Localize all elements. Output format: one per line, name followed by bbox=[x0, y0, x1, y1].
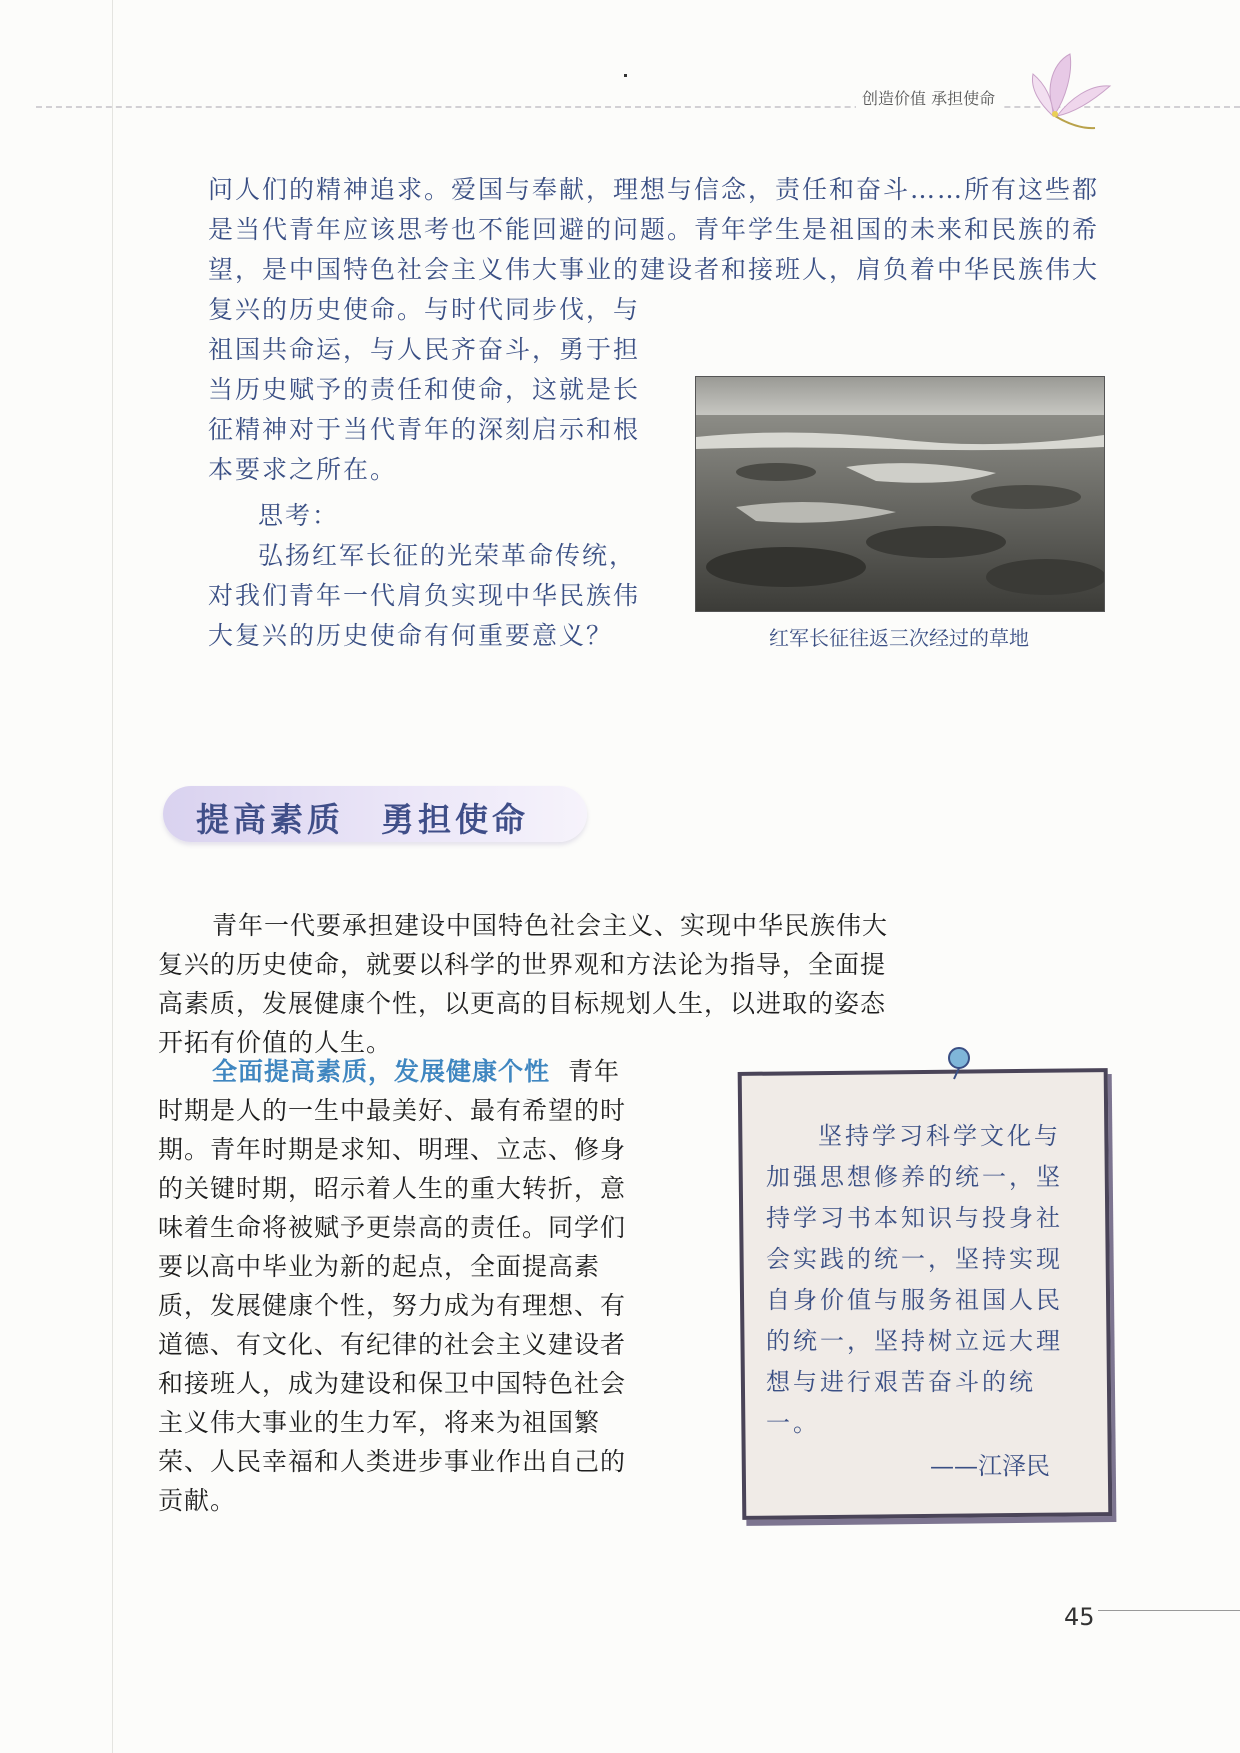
print-mark bbox=[624, 74, 627, 77]
think-label: 思考： bbox=[258, 501, 340, 530]
footer-rule bbox=[1098, 1610, 1240, 1611]
photo-caption: 红军长征往返三次经过的草地 bbox=[769, 626, 1029, 650]
intro-paragraph-top: 问人们的精神追求。爱国与奉献，理想与信念，责任和奋斗……所有这些都是当代青年应该思考也不能回避的问题。青年学生是祖国的未来和民族的希望，是中国特色社会主义伟大事业的建设者和接班人，肩负着中华民族伟大 bbox=[208, 175, 1100, 284]
quality-body: 青年时期是人的一生中最美好、最有希望的时期。青年时期是求知、明理、立志、修身的关键时期，昭示着人生的重大转折，意味着生命将被赋予更崇高的责任。同学们要以高中毕业为新的起点，全面提高素质，发展健康个性，努力成为有理想、有道德、有文化、有纪律的社会主义建设者和接班人，成为建设和保卫中国特色社会主义伟大事业的生力军，将来为祖国繁荣、人民幸福和人类进步事业作出自己的贡献。 bbox=[158, 1057, 627, 1515]
page-number: 45 bbox=[1064, 1603, 1095, 1631]
quote-text: 坚持学习科学文化与加强思想修养的统一，坚持学习书本知识与投身社会实践的统一，坚持实现自身价值与服务祖国人民的统一，坚持树立远大理想与进行艰苦奋斗的统一。 bbox=[766, 1122, 1063, 1437]
quote-attribution: ——江泽民 bbox=[930, 1452, 1050, 1480]
keyword-heading: 全面提高素质，发展健康个性 bbox=[212, 1057, 551, 1086]
think-question: 弘扬红军长征的光荣革命传统，对我们青年一代肩负实现中华民族伟大复兴的历史使命有何重要意义？ bbox=[208, 541, 641, 650]
running-header: 创造价值 承担使命 bbox=[856, 86, 1001, 109]
pushpin-icon bbox=[942, 1046, 976, 1080]
intro-paragraph-left: 复兴的历史使命。与时代同步伐，与祖国共命运，与人民齐奋斗，勇于担当历史赋予的责任和使命，这就是长征精神对于当代青年的深刻启示和根本要求之所在。 bbox=[208, 295, 641, 484]
section-title: 提高素质 勇担使命 bbox=[196, 800, 529, 839]
grassland-photo bbox=[695, 376, 1105, 612]
section-intro-paragraph: 青年一代要承担建设中国特色社会主义、实现中华民族伟大复兴的历史使命，就要以科学的世界观和方法论为指导，全面提高素质，发展健康个性，以更高的目标规划人生，以进取的姿态开拓有价值的人生。 bbox=[158, 911, 889, 1057]
page-binding-edge bbox=[112, 0, 113, 1753]
flower-decoration-icon bbox=[1025, 44, 1115, 134]
quality-paragraph bbox=[158, 1052, 638, 1520]
